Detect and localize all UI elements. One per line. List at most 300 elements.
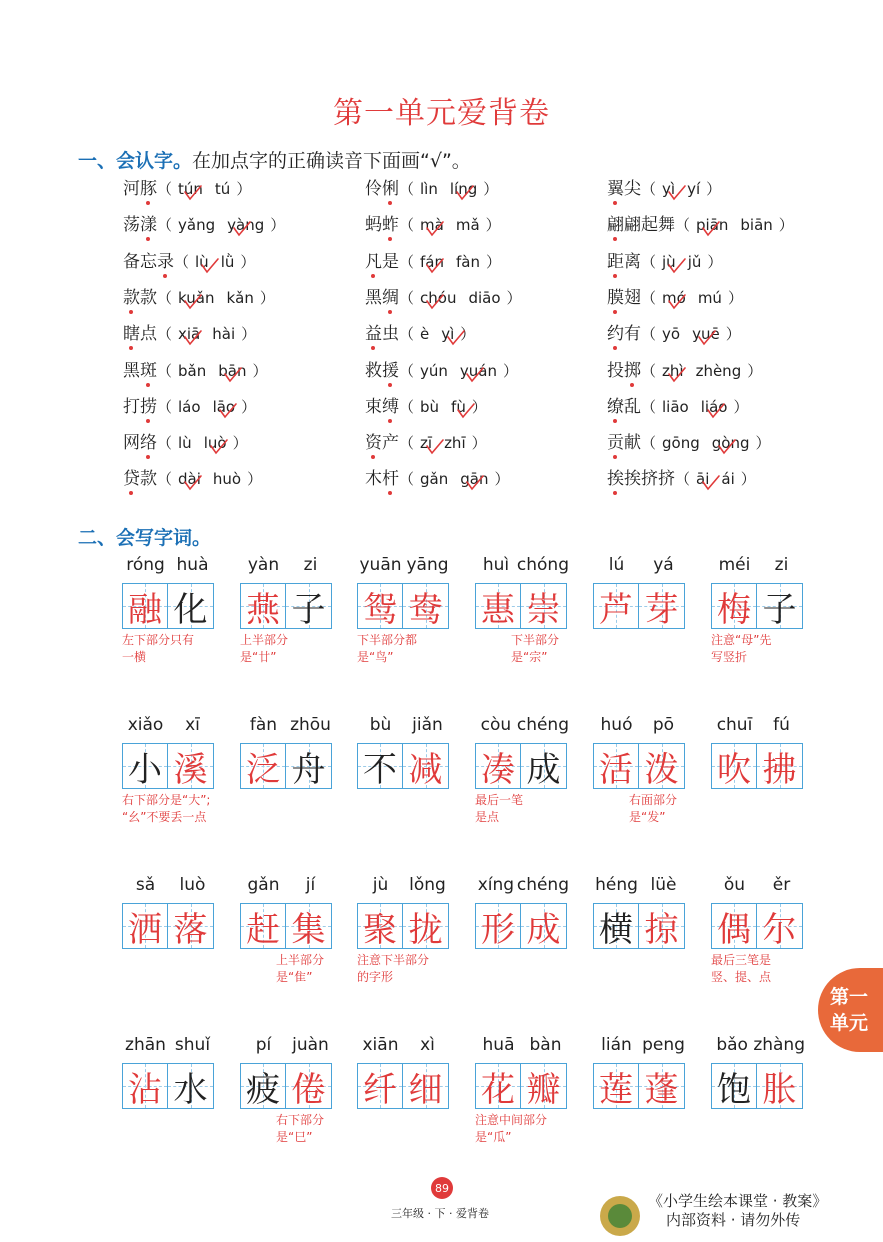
emphasis-dot	[613, 310, 617, 314]
emphasis-dot	[388, 491, 392, 495]
grid-cell	[593, 583, 639, 629]
pinyin-option: líng	[450, 180, 477, 198]
pinyin-options: （ zhì zhèng ）	[641, 362, 762, 380]
writing-tip: 右面部分 是“发”	[629, 793, 678, 824]
pinyin: chóng	[516, 555, 569, 575]
pinyin-option: hài	[212, 325, 236, 344]
grid-cell	[286, 583, 332, 629]
grid-cell	[122, 583, 168, 629]
pinyin-option: yì	[441, 325, 454, 343]
reading-item	[607, 392, 748, 417]
character: 瓣	[526, 1069, 561, 1110]
section1-instruction: 在加点字的正确读音下面画“√”。	[192, 150, 471, 172]
emphasis-dot	[146, 455, 150, 459]
checkmark-icon	[424, 218, 446, 240]
pinyin-option: gòng	[712, 434, 750, 452]
grid-cell	[711, 903, 757, 949]
reading-row	[123, 428, 823, 464]
writing-tip: 下半部分 是“宗”	[511, 633, 560, 664]
pinyin-row	[357, 715, 451, 735]
emphasis-dot	[146, 419, 150, 423]
pinyin: xì	[420, 1035, 435, 1055]
character: 惠	[481, 589, 515, 630]
grid-cell	[168, 903, 214, 949]
pinyin-row	[357, 875, 451, 895]
grid-cell	[711, 743, 757, 789]
character: 泼	[644, 749, 679, 790]
checkmark-icon	[716, 436, 738, 458]
character: 化	[173, 589, 208, 630]
pinyin: shuǐ	[174, 1035, 211, 1055]
pinyin-option: zī	[420, 434, 432, 452]
grid-cell	[286, 743, 332, 789]
pinyin-option: diāo	[468, 288, 501, 307]
character: 芦	[599, 589, 633, 630]
tian-grid	[711, 743, 803, 789]
character: 落	[173, 909, 208, 950]
pinyin-row	[122, 555, 216, 575]
pinyin: lián	[601, 1035, 632, 1055]
tian-grid	[475, 743, 567, 789]
grid-cell	[357, 903, 403, 949]
grid-cell	[240, 1063, 286, 1109]
pinyin: bù	[369, 715, 392, 735]
character: 花	[481, 1069, 515, 1110]
pinyin-options: （ xiā hài ）	[157, 325, 256, 343]
grid-cell	[240, 743, 286, 789]
pinyin-option: tú	[214, 180, 231, 198]
writing-tip: 注意“母”先 写竖折	[711, 633, 772, 664]
pinyin: huā	[482, 1035, 515, 1055]
checkmark-icon	[666, 291, 688, 313]
grid-cell	[757, 583, 803, 629]
character: 拂	[762, 749, 797, 790]
pinyin-options: （ yǎng yàng ）	[157, 216, 285, 234]
emphasis-dot	[613, 274, 617, 278]
pinyin: xiān	[362, 1035, 399, 1055]
word: 黑绸	[365, 288, 399, 308]
pinyin-option: jǔ	[687, 252, 702, 271]
reading-item	[365, 283, 522, 308]
pinyin-option: yàng	[227, 216, 264, 234]
checkmark-icon	[696, 327, 718, 349]
section1-number: 一、会认字。	[78, 150, 193, 172]
pinyin-option: chóu	[420, 289, 456, 307]
pinyin: xíng	[477, 875, 515, 895]
pinyin-option: biān	[740, 216, 773, 235]
reading-item	[607, 428, 771, 453]
pinyin-row	[475, 875, 569, 895]
emphasis-dot	[388, 310, 392, 314]
pinyin: jù	[372, 875, 389, 895]
pinyin-option: mú	[697, 288, 722, 307]
reading-row	[123, 319, 823, 355]
grid-cell	[593, 1063, 639, 1109]
pinyin-option: yún	[420, 361, 448, 380]
pinyin: yàn	[247, 555, 280, 575]
pinyin-option: ái	[721, 470, 735, 489]
emphasis-dot	[388, 383, 392, 387]
pinyin: lú	[608, 555, 625, 575]
checkmark-icon	[445, 327, 467, 349]
pinyin: chuī	[716, 715, 753, 735]
checkmark-icon	[666, 255, 688, 277]
grid-cell	[357, 583, 403, 629]
writing-tip: 注意下半部分 的字形	[357, 953, 430, 984]
emphasis-dot	[371, 346, 375, 350]
tian-grid	[122, 1063, 214, 1109]
pinyin-row	[593, 555, 687, 575]
reading-row	[123, 464, 823, 500]
pinyin-options: （ liāo liáo ）	[641, 398, 748, 416]
reading-item	[365, 174, 498, 199]
word: 资产	[365, 433, 399, 453]
tian-grid	[122, 583, 214, 629]
writing-tip: 注意中间部分 是“瓜”	[475, 1113, 548, 1144]
reading-row	[123, 283, 823, 319]
checkmark-icon	[464, 472, 486, 494]
character: 芽	[644, 589, 679, 630]
pinyin: peng	[642, 1035, 685, 1055]
page-number: 89	[431, 1177, 453, 1199]
tian-grid	[122, 903, 214, 949]
pinyin-option: yǎng	[178, 216, 216, 235]
pinyin: zhān	[125, 1035, 166, 1055]
pinyin: bàn	[529, 1035, 562, 1055]
tian-grid	[357, 1063, 449, 1109]
tian-grid	[475, 583, 567, 629]
pinyin-option: fàn	[456, 252, 480, 271]
character: 不	[363, 749, 397, 790]
word: 贷款	[123, 469, 157, 489]
emphasis-dot	[613, 201, 617, 205]
checkmark-icon	[424, 436, 446, 458]
grid-cell	[521, 583, 567, 629]
pinyin: còu	[480, 715, 512, 735]
tian-grid	[240, 743, 332, 789]
pinyin-option: dài	[178, 470, 201, 488]
pinyin-option: zhèng	[695, 361, 742, 380]
emphasis-dot	[129, 491, 133, 495]
checkmark-icon	[231, 218, 253, 240]
grid-cell	[403, 903, 449, 949]
reading-item	[123, 392, 256, 417]
character: 融	[128, 589, 162, 630]
pinyin: jí	[305, 875, 316, 895]
reading-item	[123, 174, 251, 199]
grid-cell	[639, 583, 685, 629]
brand-line2: 内部资料 · 请勿外传	[666, 1211, 801, 1229]
pinyin-option: yuē	[692, 325, 720, 343]
grid-cell	[403, 743, 449, 789]
pinyin-option: huò	[212, 470, 242, 489]
pinyin-options: （ lìn líng ）	[399, 180, 498, 198]
pinyin-option: kuǎn	[178, 289, 214, 307]
character: 蓬	[644, 1069, 679, 1110]
pinyin: bǎo	[716, 1035, 748, 1055]
pinyin-row	[122, 1035, 216, 1055]
emphasis-dot	[388, 237, 392, 241]
grid-cell	[521, 1063, 567, 1109]
word: 黑斑	[123, 361, 157, 381]
grid-cell	[357, 743, 403, 789]
tian-grid	[357, 743, 449, 789]
word: 伶俐	[365, 179, 399, 199]
pinyin-row	[122, 875, 216, 895]
pinyin-option: mǎ	[455, 216, 480, 235]
pinyin: ěr	[772, 875, 791, 895]
pinyin-option: yuán	[460, 362, 497, 380]
reading-item	[365, 464, 510, 489]
character: 饱	[717, 1069, 751, 1110]
pinyin-options: （ āi ái ）	[675, 470, 756, 488]
pinyin-row	[357, 1035, 451, 1055]
pinyin-option: kǎn	[226, 288, 254, 307]
pinyin-row	[357, 555, 451, 575]
grid-cell	[122, 1063, 168, 1109]
tian-grid	[122, 743, 214, 789]
pinyin-option: yō	[662, 325, 681, 344]
tian-grid	[593, 743, 685, 789]
pinyin: fàn	[249, 715, 278, 735]
checkmark-icon	[182, 472, 204, 494]
reading-item	[365, 392, 487, 417]
reading-item	[607, 464, 756, 489]
brand-text	[648, 1192, 827, 1230]
emphasis-dot	[388, 419, 392, 423]
word: 瞎点	[123, 324, 157, 344]
grid-cell	[593, 903, 639, 949]
character: 梅	[717, 589, 751, 630]
writing-tip: 上半部分 是“廿”	[240, 633, 289, 664]
tian-grid	[357, 903, 449, 949]
grid-cell	[286, 903, 332, 949]
pinyin: juàn	[292, 1035, 329, 1055]
emphasis-dot	[613, 455, 617, 459]
pinyin: pí	[255, 1035, 272, 1055]
character: 细	[408, 1069, 443, 1110]
pinyin: méi	[718, 555, 751, 575]
character: 舟	[291, 749, 326, 790]
emphasis-dot	[371, 274, 375, 278]
pinyin-options: （ fán fàn ）	[399, 253, 501, 271]
writing-tip: 上半部分 是“隹”	[276, 953, 325, 984]
character: 纤	[363, 1069, 397, 1110]
character: 子	[291, 589, 326, 630]
grid-cell	[168, 583, 214, 629]
character: 成	[526, 749, 561, 790]
character: 吹	[717, 749, 751, 790]
checkmark-icon	[464, 364, 486, 386]
grid-cell	[639, 743, 685, 789]
checkmark-icon	[455, 400, 477, 422]
character: 崇	[526, 589, 561, 630]
reading-item	[123, 319, 256, 344]
pinyin-option: lìn	[420, 180, 438, 198]
emphasis-dot	[129, 346, 133, 350]
pinyin-option: láo	[178, 397, 201, 416]
pinyin: zi	[774, 555, 789, 575]
emphasis-dot	[163, 274, 167, 278]
character: 水	[173, 1069, 208, 1110]
pinyin: chéng	[516, 875, 569, 895]
pinyin-option: mà	[420, 216, 444, 234]
character: 倦	[291, 1069, 326, 1110]
character: 横	[599, 909, 633, 950]
grid-cell	[757, 743, 803, 789]
writing-tip: 最后一笔 是点	[475, 793, 524, 824]
pinyin-option: luò	[204, 434, 227, 452]
word: 打捞	[123, 397, 157, 417]
reading-item	[607, 319, 741, 344]
grid-cell	[122, 743, 168, 789]
pinyin-option: lǜ	[220, 252, 235, 271]
emphasis-dot	[613, 237, 617, 241]
pinyin-options: （ mó mú ）	[641, 289, 743, 307]
pinyin-row	[240, 555, 334, 575]
grid-cell	[122, 903, 168, 949]
section2-heading	[78, 523, 211, 550]
checkmark-icon	[208, 436, 230, 458]
checkmark-icon	[700, 218, 722, 240]
footer-text: 三年级 · 下 · 爱背卷	[391, 1207, 489, 1220]
word: 翩翩起舞	[607, 215, 675, 235]
pinyin-option: āi	[696, 470, 709, 488]
pinyin-option: zhì	[662, 362, 684, 380]
reading-item	[123, 356, 268, 381]
pinyin-row	[240, 875, 334, 895]
pinyin-option: gān	[460, 470, 488, 488]
section1-heading	[78, 146, 471, 173]
pinyin-row	[711, 875, 805, 895]
character: 鸯	[408, 589, 443, 630]
tian-grid	[711, 1063, 803, 1109]
pinyin-option: yí	[687, 180, 701, 198]
checkmark-icon	[705, 400, 727, 422]
emphasis-dot	[388, 201, 392, 205]
pinyin-options: （ lù lǜ ）	[174, 253, 255, 271]
reading-item	[607, 210, 794, 235]
reading-item	[123, 247, 255, 272]
word: 挨挨挤挤	[607, 469, 675, 489]
reading-item	[365, 319, 475, 344]
character: 疲	[246, 1069, 280, 1110]
grid-cell	[757, 903, 803, 949]
pinyin-row	[711, 555, 805, 575]
word: 凡是	[365, 252, 399, 272]
pinyin: zi	[303, 555, 318, 575]
pinyin: gǎn	[247, 875, 280, 895]
grid-cell	[711, 1063, 757, 1109]
pinyin-options: （ dài huò ）	[157, 470, 262, 488]
pinyin-options: （ gōng gòng ）	[641, 434, 771, 452]
pinyin-option: bǎn	[178, 361, 207, 380]
reading-item	[365, 210, 501, 235]
pinyin-row	[475, 555, 569, 575]
pinyin: zhōu	[290, 715, 331, 735]
reading-item	[365, 247, 501, 272]
word: 翼尖	[607, 179, 641, 199]
pinyin-option: è	[420, 325, 430, 344]
reading-item	[123, 210, 285, 235]
pinyin-options: （ gǎn gān ）	[399, 470, 510, 488]
emphasis-dot	[371, 455, 375, 459]
pinyin-row	[475, 715, 569, 735]
reading-item	[607, 247, 722, 272]
character: 子	[762, 589, 797, 630]
tian-grid	[593, 903, 685, 949]
writing-tip: 最后三笔是 竖、提、点	[711, 953, 772, 984]
grid-cell	[357, 1063, 403, 1109]
checkmark-icon	[666, 182, 688, 204]
pinyin: yāng	[406, 555, 449, 575]
checkmark-icon	[454, 182, 476, 204]
checkmark-icon	[700, 472, 722, 494]
pinyin-row	[475, 1035, 569, 1055]
checkmark-icon	[424, 255, 446, 277]
pinyin: huó	[600, 715, 633, 735]
emphasis-dot	[630, 383, 634, 387]
pinyin: yá	[653, 555, 674, 575]
tian-grid	[240, 903, 332, 949]
pinyin-option: tún	[178, 180, 203, 198]
pinyin-row	[711, 1035, 805, 1055]
grid-cell	[168, 743, 214, 789]
emphasis-dot	[146, 237, 150, 241]
reading-item	[607, 283, 743, 308]
grid-cell	[475, 743, 521, 789]
tian-grid	[711, 903, 803, 949]
writing-tip: 右下部分 是“巳”	[276, 1113, 325, 1144]
grid-cell	[403, 1063, 449, 1109]
pinyin-row	[593, 715, 687, 735]
checkmark-icon	[217, 400, 239, 422]
reading-row	[123, 174, 823, 210]
word: 膜翅	[607, 288, 641, 308]
reading-item	[123, 428, 248, 453]
pinyin-option: bān	[218, 362, 246, 380]
pinyin-option: mó	[662, 289, 686, 307]
emphasis-dot	[146, 201, 150, 205]
grid-cell	[639, 1063, 685, 1109]
brand-logo-icon	[600, 1196, 640, 1236]
pinyin-row	[240, 1035, 334, 1055]
pinyin: yuān	[359, 555, 402, 575]
character: 活	[599, 749, 633, 790]
pinyin-option: lù	[195, 253, 209, 271]
word: 贡献	[607, 433, 641, 453]
pinyin: pō	[652, 715, 675, 735]
character: 胀	[762, 1069, 797, 1110]
pinyin: ǒu	[723, 875, 746, 895]
emphasis-dot	[613, 419, 617, 423]
word: 款款	[123, 288, 157, 308]
pinyin-options: （ lù luò ）	[157, 434, 248, 452]
word: 备忘录	[123, 252, 174, 272]
pinyin-row	[711, 715, 805, 735]
grid-cell	[286, 1063, 332, 1109]
character: 洒	[128, 909, 162, 950]
pinyin: róng	[126, 555, 165, 575]
word: 木杆	[365, 469, 399, 489]
pinyin: xī	[185, 715, 200, 735]
reading-item	[365, 428, 487, 453]
character: 掠	[644, 909, 679, 950]
reading-row	[123, 392, 823, 428]
character: 拢	[408, 909, 443, 950]
tian-grid	[475, 1063, 567, 1109]
grid-cell	[521, 903, 567, 949]
